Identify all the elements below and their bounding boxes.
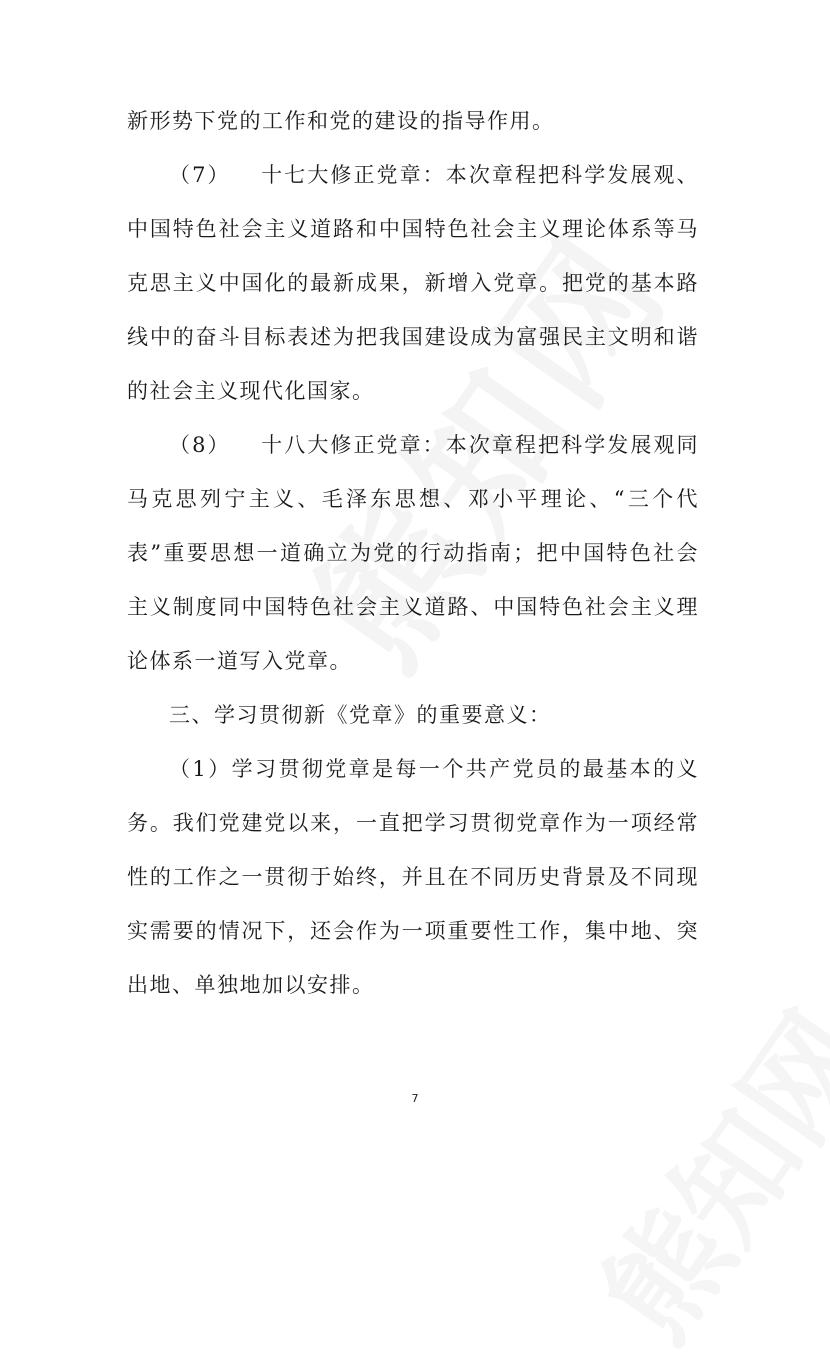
document-body xyxy=(127,94,699,1012)
section-heading xyxy=(127,688,699,742)
paragraph-continuation xyxy=(127,94,699,148)
paragraph-text: 十七大修正党章：本次章程把科学发展观、中国特色社会主义道路和中国特色社会主义理论体系等马克思主义中国化的最新成果，新增入党章。把党的基本路线中的奋斗目标表述为把我国建设成为富强民主文明和谐的社会主义现代化国家。 xyxy=(127,163,699,403)
paragraph-text: 新形势下党的工作和党的建设的指导作用。 xyxy=(127,109,555,133)
paragraph-text: （1）学习贯彻党章是每一个共产党员的最基本的义务。我们党建党以来，一直把学习贯彻党章作为一项经常性的工作之一贯彻于始终，并且在不同历史背景及不同现实需要的情况下，还会作为一项重要性工作，集中地、突出地、单独地加以安排。 xyxy=(127,757,699,997)
item-number: （7） xyxy=(169,163,231,187)
paragraph-item-8 xyxy=(127,418,699,688)
item-number: （8） xyxy=(169,433,231,457)
paragraph-point-1 xyxy=(127,742,699,1012)
paragraph-text: 十八大修正党章：本次章程把科学发展观同马克思列宁主义、毛泽东思想、邓小平理论、“三个代表”重要思想一道确立为党的行动指南；把中国特色社会主义制度同中国特色社会主义道路、中国特色社会主义理论体系一道写入党章。 xyxy=(127,433,699,673)
paragraph-item-7 xyxy=(127,148,699,418)
heading-text: 三、学习贯彻新《党章》的重要意义： xyxy=(169,703,552,727)
page-number: 7 xyxy=(411,1092,419,1105)
